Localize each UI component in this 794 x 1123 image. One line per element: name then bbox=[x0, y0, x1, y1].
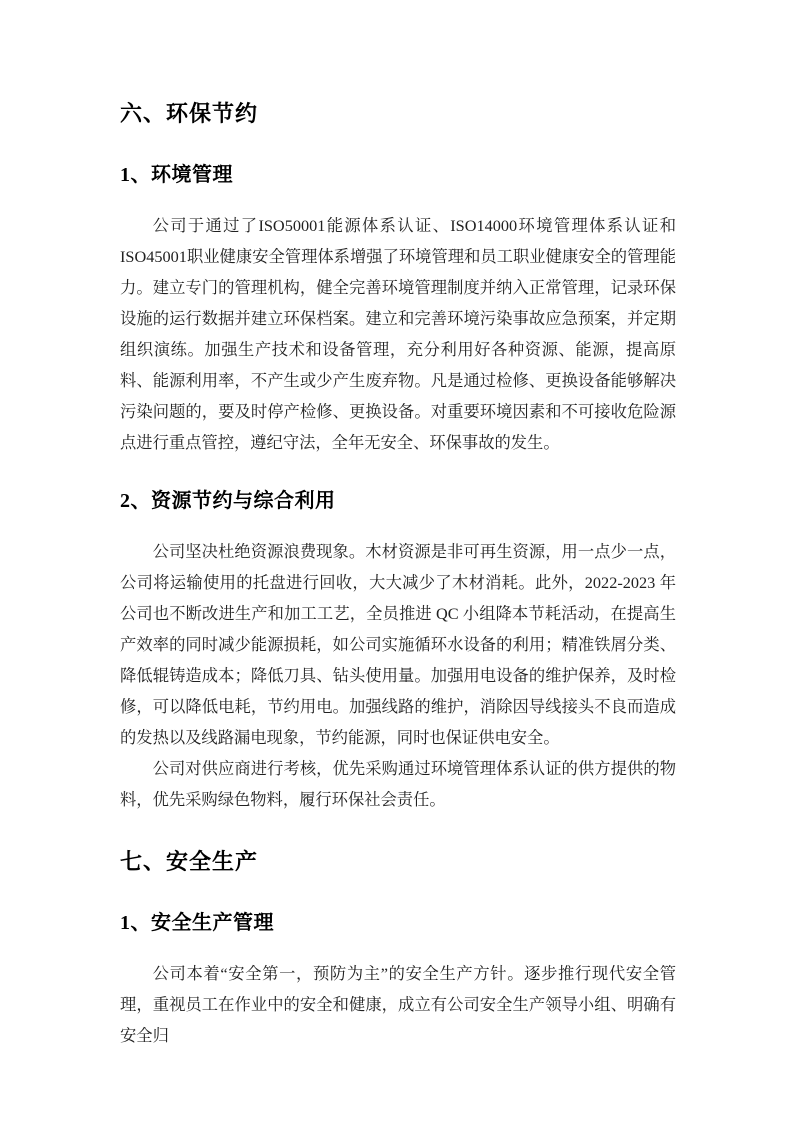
paragraph-resource-conservation-1: 公司坚决杜绝资源浪费现象。木材资源是非可再生资源，用一点少一点，公司将运输使用的托盘进行回收，大大减少了木材消耗。此外，2022-2023 年公司也不断改进生产和加工工艺，全员推进 QC 小组降本节耗活动，在提高生产效率的同时减少能源损耗，如公司实施循环水设备的利用；精准铁屑分类、降低辊铸造成本；降低刀具、钻头使用量。加强用电设备的维护保养，及时检修，可以降低电耗，节约用电。加强线路的维护，消除因导线接头不良而造成的发热以及线路漏电现象，节约能源，同时也保证供电安全。 bbox=[120, 542, 676, 747]
section-heading-environment: 六、环保节约 bbox=[120, 101, 259, 126]
subsection-heading-environment-management: 1、环境管理 bbox=[120, 164, 233, 186]
paragraph-resource-conservation-2: 公司对供应商进行考核，优先采购通过环境管理体系认证的供方提供的物料，优先采购绿色物料，履行环保社会责任。 bbox=[120, 759, 676, 809]
section-heading-safety: 七、安全生产 bbox=[120, 849, 259, 874]
paragraph-environment-management: 公司于通过了ISO50001能源体系认证、ISO14000环境管理体系认证和ISO45001职业健康安全管理体系增强了环境管理和员工职业健康安全的管理能力。建立专门的管理机构，健全完善环境管理制度并纳入正常管理，记录环保设施的运行数据并建立环保档案。建立和完善环境污染事故应急预案，并定期组织演练。加强生产技术和设备管理，充分利用好各种资源、能源，提高原料、能源利用率，不产生或少产生废弃物。凡是通过检修、更换设备能够解决污染问题的，要及时停产检修、更换设备。对重要环境因素和不可接收危险源点进行重点管控，遵纪守法，全年无安全、环保事故的发生。 bbox=[120, 216, 676, 452]
paragraph-safety-management: 公司本着“安全第一，预防为主”的安全生产方针。逐步推行现代安全管理，重视员工在作业中的安全和健康，成立有公司安全生产领导小组、明确有安全归 bbox=[120, 964, 676, 1045]
subsection-heading-resource-conservation: 2、资源节约与综合利用 bbox=[120, 490, 336, 512]
subsection-heading-safety-management: 1、安全生产管理 bbox=[120, 912, 274, 934]
